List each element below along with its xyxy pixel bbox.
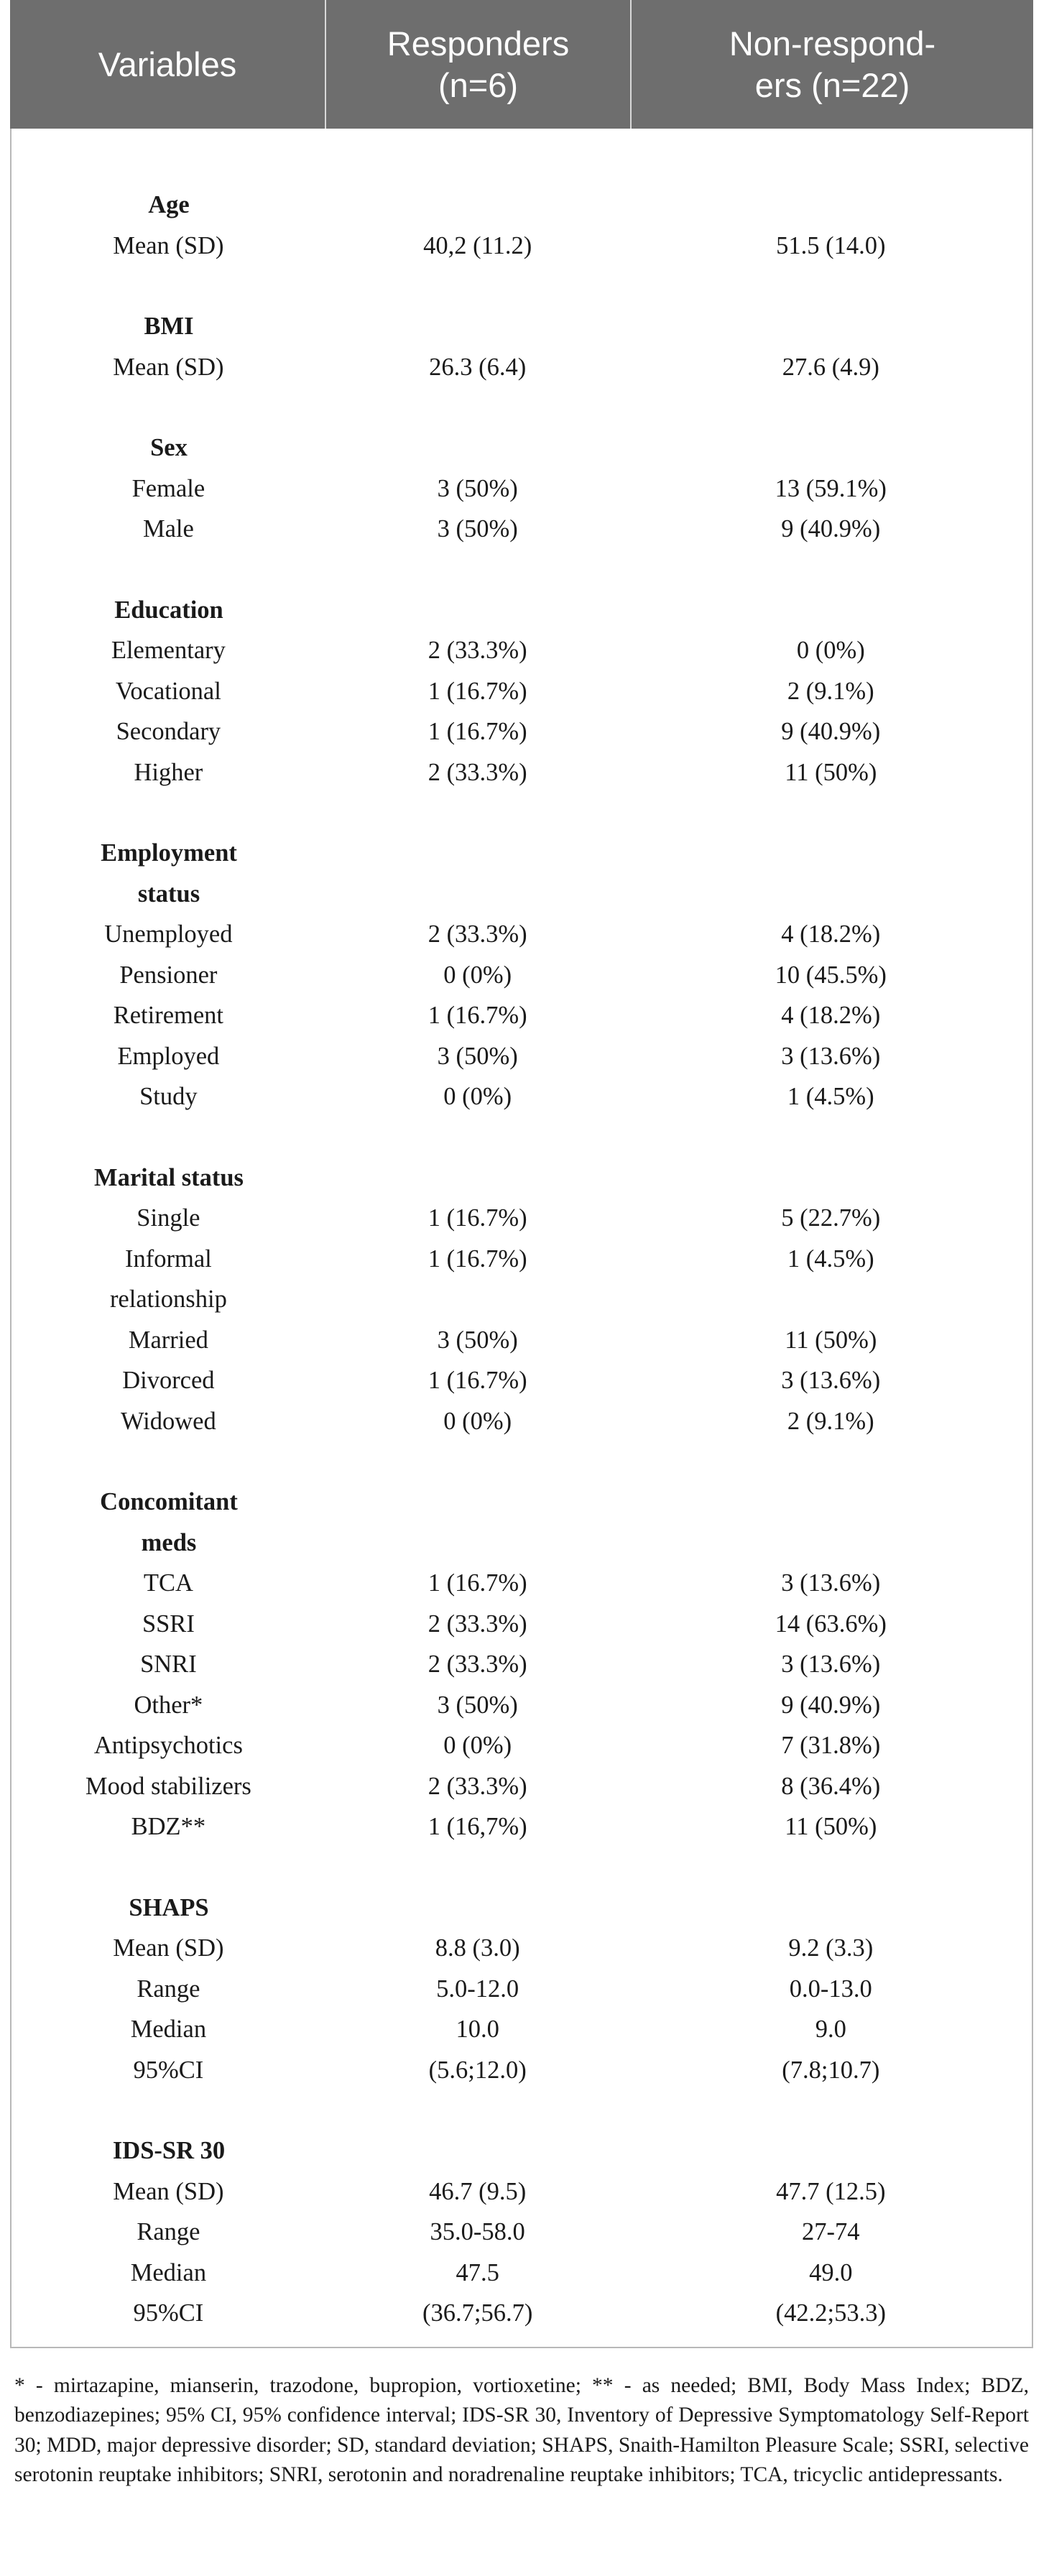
table-row [11, 347, 1032, 388]
responders-value: 2 (33.3%) [428, 920, 527, 948]
table-row [11, 1928, 1032, 1969]
table-row [11, 1725, 1032, 1766]
table-body [10, 129, 1033, 2348]
non-responders-value: 9.0 [815, 2016, 846, 2043]
row-label: Mean (SD) [113, 1934, 224, 1962]
responders-value: 0 (0%) [443, 1407, 512, 1435]
non-responders-value: 9 (40.9%) [781, 1691, 881, 1719]
non-responders-value: 3 (13.6%) [781, 1367, 881, 1394]
non-responders-value: 9 (40.9%) [781, 515, 881, 543]
row-label: Range [137, 1975, 200, 2003]
non-responders-value: 2 (9.1%) [787, 1407, 874, 1435]
row-label: Elementary [111, 637, 226, 664]
non-responders-value: 49.0 [809, 2258, 853, 2286]
responders-value: 3 (50%) [437, 515, 518, 543]
table-row [11, 226, 1032, 267]
responders-value: 8.8 (3.0) [435, 1934, 520, 1962]
non-responders-value: 4 (18.2%) [781, 1002, 881, 1029]
non-responders-value: 11 (50%) [785, 1813, 877, 1840]
row-label: TCA [143, 1569, 193, 1597]
table-row [11, 1360, 1032, 1401]
non-responders-value: 11 (50%) [785, 758, 877, 786]
responders-value: 47.5 [456, 2258, 499, 2286]
responders-value: 3 (50%) [437, 474, 518, 502]
group-title: Sex [150, 434, 188, 461]
non-responders-value: 0 (0%) [796, 637, 865, 664]
responders-value: 0 (0%) [443, 1083, 512, 1110]
responders-value: 1 (16.7%) [428, 677, 527, 705]
non-responders-value: 3 (13.6%) [781, 1651, 881, 1678]
group-title-row [11, 2130, 1032, 2171]
responders-value: 3 (50%) [437, 1042, 518, 1070]
group-title: BMI [144, 313, 194, 340]
table-row [11, 1644, 1032, 1685]
table-footnote: * - mirtazapine, mianserin, trazodone, bupropion, vortioxetine; ** - as needed; BMI, Body Mass Index; BDZ, benzodiazepines; 95% CI, 95% confidence interval; IDS-SR 30, Inventory of Depressive Symptomatology Self-Report 30; MDD, major depressive disorder; SD, standard deviation; SHAPS, Snaith-Hamilton Pleasure Scale; SSRI, selective serotonin reuptake inhibitors; SNRI, serotonin and noradrenaline reuptake inhibitors; TCA, tricyclic antidepressants. [14, 2373, 1029, 2486]
table-row [11, 1685, 1032, 1726]
table-row [11, 914, 1032, 955]
table-row [11, 2009, 1032, 2050]
non-responders-value: 8 (36.4%) [781, 1772, 881, 1800]
row-label: Mood stabilizers [85, 1772, 251, 1800]
non-responders-value: 9.2 (3.3) [788, 1934, 874, 1962]
group-title: SHAPS [129, 1893, 209, 1921]
group-title-row [11, 1888, 1032, 1929]
table-row [11, 630, 1032, 671]
responders-value: 35.0-58.0 [430, 2218, 525, 2245]
group-title: Concomitant meds [100, 1488, 238, 1556]
non-responders-value: 3 (13.6%) [781, 1569, 881, 1597]
row-label: Widowed [121, 1407, 216, 1435]
table-header [10, 0, 1033, 129]
non-responders-value: 27.6 (4.9) [782, 353, 879, 381]
row-label: Median [130, 2258, 207, 2286]
responders-value: 40,2 (11.2) [423, 231, 532, 259]
demographics-table [10, 0, 1033, 2348]
group-title-row [11, 590, 1032, 631]
group-title-row [11, 1482, 1032, 1563]
row-label: Married [128, 1326, 208, 1354]
group-title-row [11, 306, 1032, 347]
group-title-row [11, 833, 1032, 914]
non-responders-value: 27-74 [802, 2218, 860, 2245]
group-title: IDS-SR 30 [112, 2137, 226, 2164]
table-row [11, 1401, 1032, 1442]
non-responders-value: 11 (50%) [785, 1326, 877, 1354]
header-responders [325, 0, 630, 129]
responders-value: 2 (33.3%) [428, 1772, 527, 1800]
table-row [11, 1076, 1032, 1117]
table-row [11, 1198, 1032, 1239]
responders-value: 3 (50%) [437, 1326, 518, 1354]
responders-value: 0 (0%) [443, 961, 512, 989]
non-responders-value: 10 (45.5%) [775, 961, 887, 989]
non-responders-value: 47.7 (12.5) [776, 2177, 886, 2205]
group-title: Education [114, 596, 223, 624]
group-title: Marital status [94, 1163, 244, 1191]
group-title-row [11, 185, 1032, 226]
row-label: Mean (SD) [113, 2177, 224, 2205]
responders-value: 2 (33.3%) [428, 1610, 527, 1638]
non-responders-value: (7.8;10.7) [782, 2056, 880, 2084]
row-label: Pensioner [119, 961, 218, 989]
row-label: Mean (SD) [113, 353, 224, 381]
table-row [11, 1604, 1032, 1645]
table-row [11, 2050, 1032, 2091]
responders-value: 1 (16.7%) [428, 1204, 527, 1232]
responders-value: 46.7 (9.5) [429, 2177, 527, 2205]
group-title: Employment status [101, 839, 237, 908]
responders-value: (5.6;12.0) [428, 2056, 527, 2084]
row-label: Female [131, 474, 205, 502]
non-responders-value: 7 (31.8%) [781, 1732, 881, 1759]
responders-value: 5.0-12.0 [436, 1975, 519, 2003]
row-label: SSRI [142, 1610, 195, 1638]
non-responders-value: 5 (22.7%) [781, 1204, 881, 1232]
responders-value: 0 (0%) [443, 1732, 512, 1759]
non-responders-value: 3 (13.6%) [781, 1042, 881, 1070]
row-label: BDZ** [131, 1813, 206, 1840]
table-row [11, 1563, 1032, 1604]
table-row [11, 2171, 1032, 2212]
responders-value: 1 (16.7%) [428, 1569, 527, 1597]
non-responders-value: (42.2;53.3) [775, 2299, 886, 2327]
row-label: 95%CI [133, 2299, 204, 2327]
row-label: Higher [134, 758, 203, 786]
table-group [11, 1888, 1032, 2091]
table-row [11, 711, 1032, 752]
responders-value: 1 (16.7%) [428, 1245, 527, 1273]
responders-value: 2 (33.3%) [428, 758, 527, 786]
table-row [11, 2293, 1032, 2334]
table-group [11, 1158, 1032, 1442]
table-group [11, 590, 1032, 793]
table-row [11, 752, 1032, 793]
header-variables [10, 0, 325, 129]
table-row [11, 468, 1032, 509]
table-row [11, 1036, 1032, 1077]
table-group [11, 428, 1032, 550]
row-label: Median [130, 2016, 207, 2043]
non-responders-value: 9 (40.9%) [781, 718, 881, 745]
responders-value: 1 (16.7%) [428, 718, 527, 745]
table-group [11, 2130, 1032, 2334]
group-title: Age [148, 191, 190, 218]
responders-value: 3 (50%) [437, 1691, 518, 1719]
table-row [11, 995, 1032, 1036]
row-label: Unemployed [104, 920, 233, 948]
row-label: Employed [117, 1042, 220, 1070]
table-row [11, 671, 1032, 712]
group-title-row [11, 428, 1032, 468]
row-label: Retirement [113, 1002, 224, 1029]
row-label: Mean (SD) [113, 231, 224, 259]
table-row [11, 1969, 1032, 2010]
header-non-responders [630, 0, 1033, 129]
table-row [11, 1239, 1032, 1320]
non-responders-value: 13 (59.1%) [775, 474, 887, 502]
responders-value: 10.0 [456, 2016, 499, 2043]
row-label: Secondary [116, 718, 221, 745]
non-responders-value: 2 (9.1%) [787, 677, 874, 705]
table-row [11, 955, 1032, 996]
table-row [11, 1320, 1032, 1361]
group-title-row [11, 1158, 1032, 1199]
row-label: Other* [134, 1691, 203, 1719]
header-responders-label: Responders (n=6) [387, 24, 570, 104]
row-label: Study [139, 1083, 198, 1110]
responders-value: 2 (33.3%) [428, 637, 527, 664]
table-row [11, 1766, 1032, 1807]
row-label: Antipsychotics [93, 1732, 243, 1759]
non-responders-value: 0.0-13.0 [789, 1975, 872, 2003]
row-label: Single [137, 1204, 200, 1232]
header-non-responders-label: Non-respond- ers (n=22) [729, 24, 936, 104]
responders-value: (36.7;56.7) [422, 2299, 533, 2327]
responders-value: 1 (16.7%) [428, 1002, 527, 1029]
table-group [11, 1482, 1032, 1847]
responders-value: 2 (33.3%) [428, 1651, 527, 1678]
table-group [11, 833, 1032, 1117]
non-responders-value: 4 (18.2%) [781, 920, 881, 948]
row-label: 95%CI [133, 2056, 204, 2084]
non-responders-value: 51.5 (14.0) [776, 231, 886, 259]
row-label: Informal relationship [109, 1245, 227, 1313]
table-group [11, 185, 1032, 266]
row-label: Divorced [122, 1367, 215, 1394]
non-responders-value: 14 (63.6%) [775, 1610, 887, 1638]
header-variables-label: Variables [98, 45, 237, 83]
table-row [11, 2253, 1032, 2294]
row-label: SNRI [140, 1651, 197, 1678]
responders-value: 26.3 (6.4) [429, 353, 527, 381]
responders-value: 1 (16.7%) [428, 1367, 527, 1394]
responders-value: 1 (16,7%) [428, 1813, 527, 1840]
table-group [11, 306, 1032, 387]
row-label: Male [142, 515, 194, 543]
row-label: Range [137, 2218, 200, 2245]
table-row [11, 2212, 1032, 2253]
non-responders-value: 1 (4.5%) [787, 1083, 874, 1110]
table-row [11, 1806, 1032, 1847]
table-row [11, 509, 1032, 550]
row-label: Vocational [115, 677, 221, 705]
non-responders-value: 1 (4.5%) [787, 1245, 874, 1273]
